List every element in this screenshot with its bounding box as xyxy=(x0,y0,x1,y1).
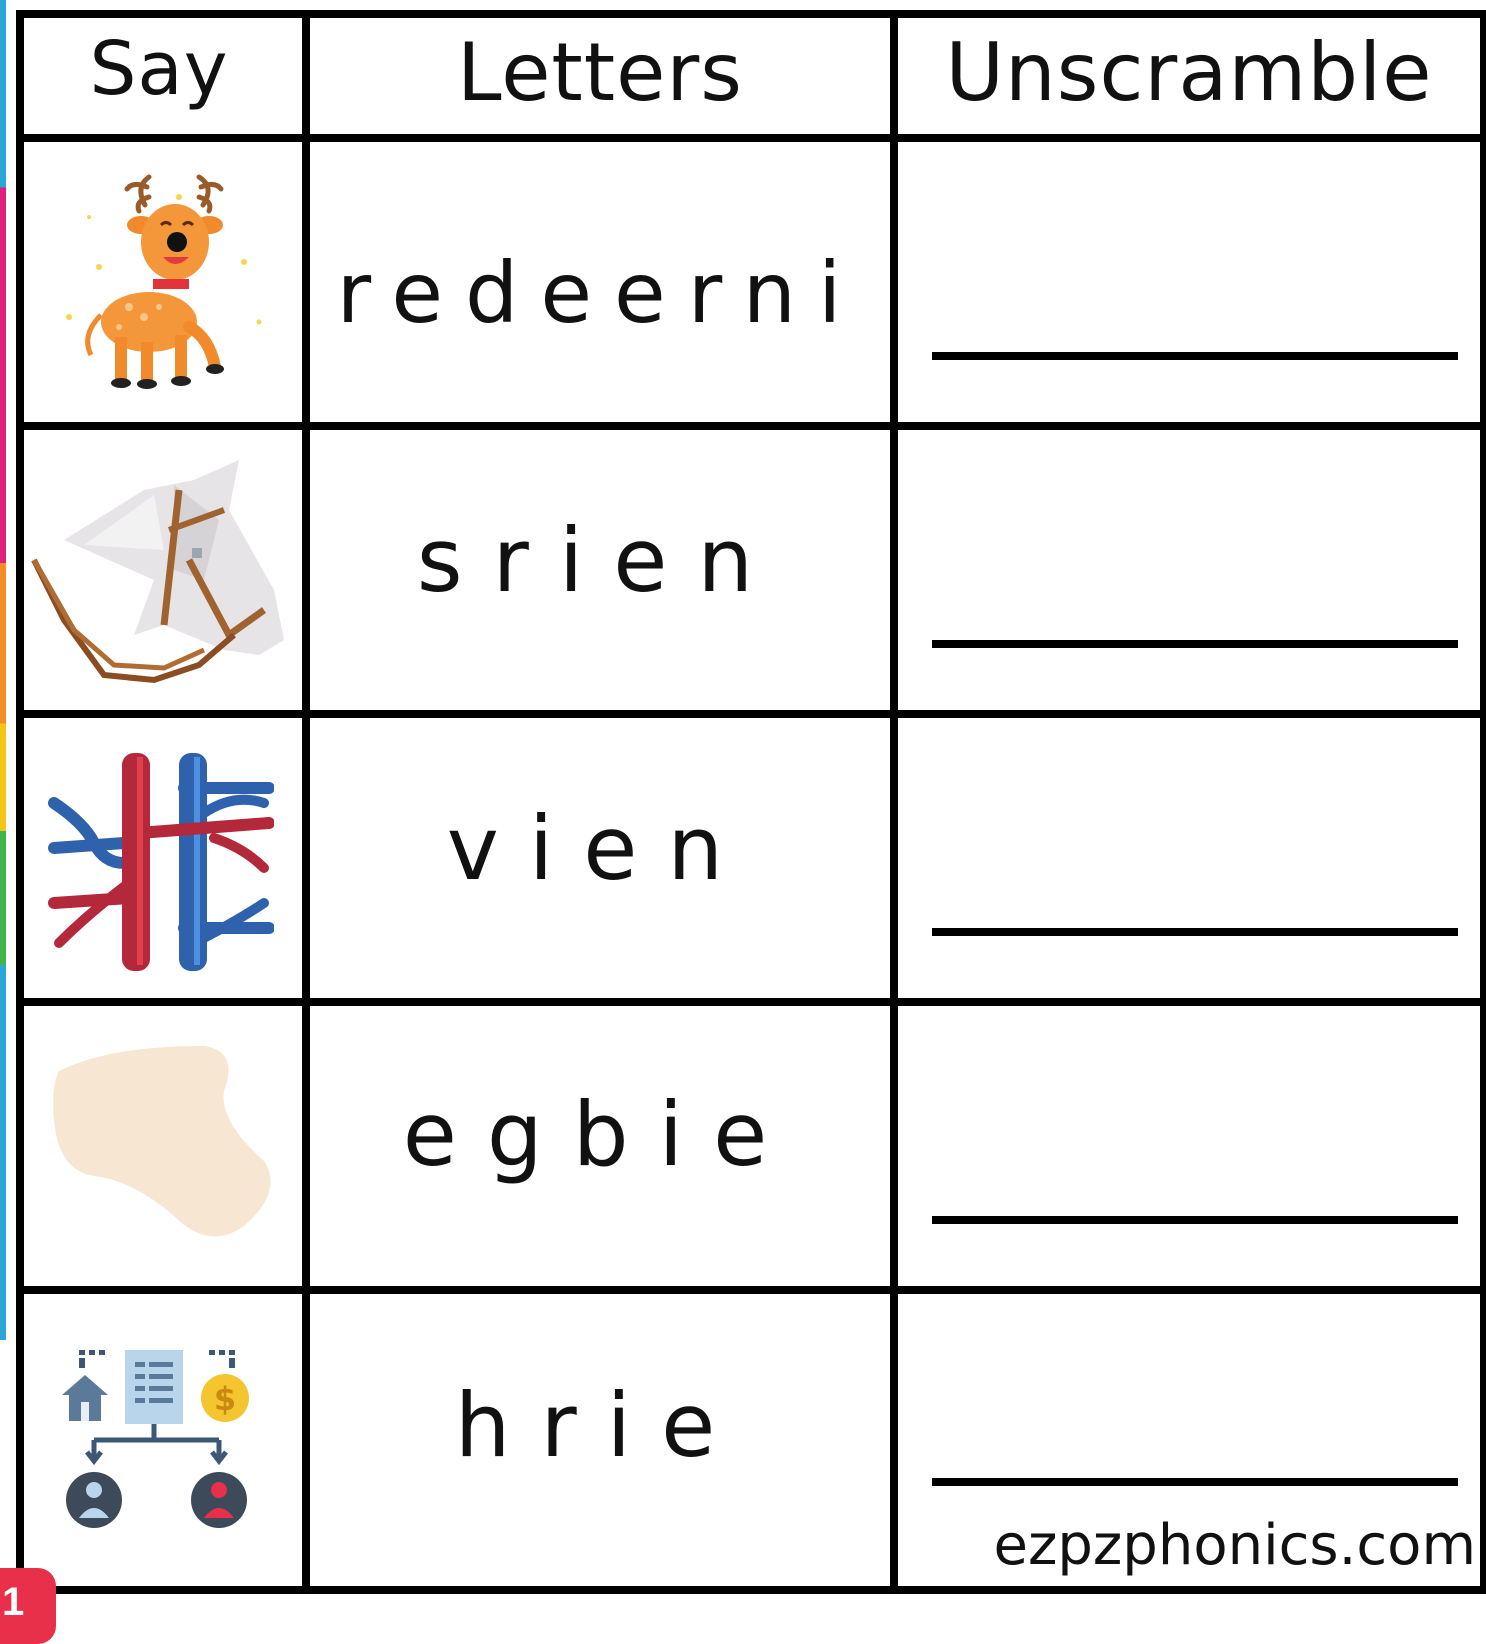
unscramble-cell[interactable] xyxy=(898,142,1486,430)
unscramble-cell[interactable] xyxy=(898,1006,1486,1294)
scrambled-letters: hrie xyxy=(454,1373,746,1477)
letters-cell xyxy=(310,430,898,718)
answer-line[interactable] xyxy=(932,1216,1458,1224)
answer-line[interactable] xyxy=(932,1478,1458,1486)
scrambled-letters: redeerni xyxy=(336,244,864,342)
header-unscramble-cell xyxy=(898,10,1486,142)
reindeer-icon xyxy=(49,167,269,397)
unscramble-cell[interactable] xyxy=(898,718,1486,1006)
letters-cell xyxy=(310,718,898,1006)
website-footer: ezpzphonics.com xyxy=(993,1513,1476,1578)
letters-cell xyxy=(310,1006,898,1294)
unscramble-cell[interactable] xyxy=(898,1294,1486,1594)
beige-blob-icon xyxy=(39,1041,279,1251)
header-letters: Letters xyxy=(457,25,743,119)
say-picture-cell xyxy=(16,718,310,1006)
page-number: 1 xyxy=(2,1580,25,1624)
say-picture-cell xyxy=(16,1006,310,1294)
header-say-cell xyxy=(16,10,310,142)
horse-reins-icon xyxy=(24,450,294,690)
veins-icon xyxy=(44,743,274,973)
unscramble-cell[interactable] xyxy=(898,430,1486,718)
hire-org-chart-icon xyxy=(59,1340,259,1540)
svg-text:$: $ xyxy=(213,1380,237,1418)
say-picture-cell xyxy=(16,430,310,718)
left-color-strip xyxy=(0,0,6,1340)
worksheet-table xyxy=(16,10,1486,1594)
header-say: Say xyxy=(89,26,229,112)
scrambled-letters: srien xyxy=(416,508,784,612)
header-letters-cell xyxy=(310,10,898,142)
header-unscramble: Unscramble xyxy=(945,25,1433,119)
say-picture-cell xyxy=(16,1294,310,1594)
page-number-badge xyxy=(0,1568,56,1644)
scrambled-letters: egbie xyxy=(402,1082,798,1186)
answer-line[interactable] xyxy=(932,352,1458,360)
letters-cell xyxy=(310,142,898,430)
answer-line[interactable] xyxy=(932,928,1458,936)
scrambled-letters: vien xyxy=(446,796,754,900)
answer-line[interactable] xyxy=(932,640,1458,648)
say-picture-cell xyxy=(16,142,310,430)
letters-cell xyxy=(310,1294,898,1594)
